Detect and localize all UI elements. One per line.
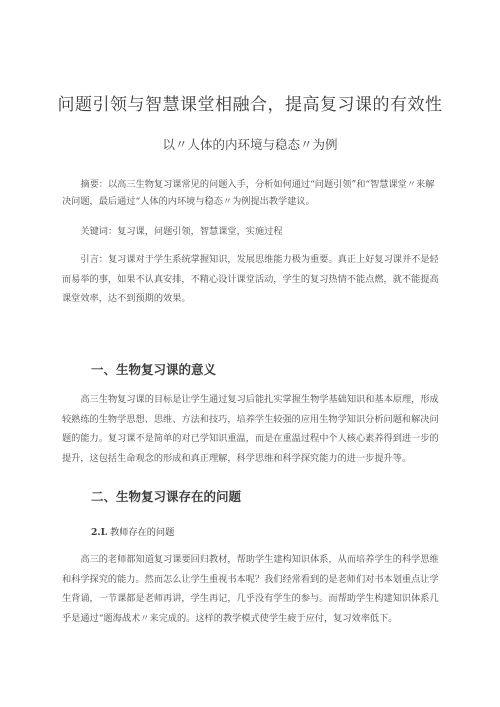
subsection-2-1-heading <box>91 524 174 538</box>
document-title: 问题引领与智慧课堂相融合，提高复习课的有效性 <box>57 95 443 115</box>
subsection-title: 教师存在的问题 <box>107 527 175 538</box>
document-subtitle: 以〃人体的内环境与稳态〃为例 <box>162 137 338 152</box>
section-2-heading: 二、生物复习课存在的问题 <box>91 489 242 504</box>
abstract-paragraph: 摘要：以高三生物复习课常见的问题入手，分析如何通过“问题引领”和“智慧课堂〃来解决问题，最后通过“人体的内环境与稳态〃为例提出教学建议。 <box>62 179 435 207</box>
section-1-body: 高三生物复习课的目标是让学生通过复习后能扎实掌握生物学基础知识和基本原理，形成较熟练的生物学思想、思维、方法和技巧，培养学生较强的应用生物学知识分析问题和解决问题的能力。复习课不是简单的对已学知识重温，而是在重温过程中个人核心素养得到进一步的提升，这包括生命观念的形成和真正理解，科学思维和科学探究能力的进一步提升等。 <box>62 394 439 464</box>
subsection-number: 2.L <box>91 527 108 538</box>
section-2-body: 高三的老师都知道复习课要回归教材，帮助学生建构知识体系，从而培养学生的科学思维和科学探究的能力。然而怎么让学生重视书本呢？我们经常看到的是老师们对书本划重点让学生背诵，一节课都是老师再讲，学生再记，几乎没有学生的参与。而帮助学生构建知识体系几乎是通过“题海战术〃来完成的。这样的教学模式使学生疲于应付，复习效率低下。 <box>62 554 439 624</box>
section-1-heading: 一、生物复习课的意义 <box>91 362 217 377</box>
keywords-paragraph: 关键词：复习课，问题引领，智慧课堂，实施过程 <box>80 226 283 237</box>
intro-paragraph: 引言：复习课对于学生系统掌握知识，发展思维能力极为重要。真正上好复习课并不是轻而易举的事，如果不认真安排，不精心设计课堂活动，学生的复习热情不能点燃，就不能提高课堂效率，达不到预期的效果。 <box>62 254 439 304</box>
